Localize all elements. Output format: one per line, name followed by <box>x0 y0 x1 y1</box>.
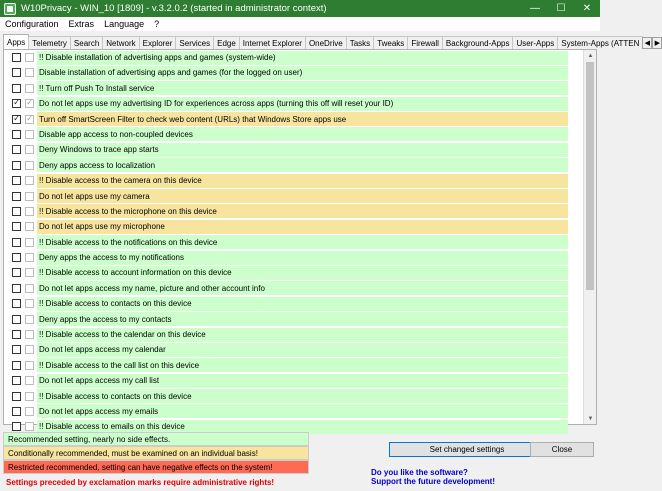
recommended-indicator <box>25 268 34 277</box>
setting-label[interactable]: Deny apps access to localization <box>37 158 568 172</box>
setting-row <box>4 404 584 419</box>
setting-row <box>4 96 584 111</box>
setting-row <box>4 342 584 357</box>
tab-onedrive[interactable]: OneDrive <box>305 36 347 49</box>
setting-checkbox[interactable] <box>12 222 21 231</box>
setting-row <box>4 235 584 250</box>
setting-label[interactable]: !! Disable installation of advertising apps and games (system-wide) <box>37 51 568 65</box>
minimize-button[interactable]: — <box>530 3 540 14</box>
recommended-indicator <box>25 315 34 324</box>
setting-checkbox[interactable] <box>12 84 21 93</box>
tab-search[interactable]: Search <box>70 36 103 49</box>
tab-scroll-left-icon[interactable]: ◀ <box>642 37 652 49</box>
title-bar <box>0 0 600 17</box>
recommended-indicator <box>25 99 34 108</box>
close-window-button[interactable]: ✕ <box>582 3 592 14</box>
setting-checkbox[interactable] <box>12 115 21 124</box>
recommended-indicator <box>25 345 34 354</box>
maximize-button[interactable]: ☐ <box>556 3 566 14</box>
tab-firewall[interactable]: Firewall <box>407 36 443 49</box>
setting-checkbox[interactable] <box>12 130 21 139</box>
tab-scroll-right-icon[interactable]: ▶ <box>652 37 662 49</box>
setting-checkbox[interactable] <box>12 145 21 154</box>
legend-recommended: Recommended setting, nearly no side effects. <box>3 432 309 446</box>
recommended-indicator <box>25 161 34 170</box>
close-button[interactable]: Close <box>530 442 594 457</box>
setting-label[interactable]: Do not let apps access my calendar <box>37 343 568 357</box>
setting-checkbox[interactable] <box>12 361 21 370</box>
setting-label[interactable]: !! Turn off Push To Install service <box>37 81 568 95</box>
setting-label[interactable]: Deny Windows to trace app starts <box>37 143 568 157</box>
scroll-down-icon[interactable]: ▼ <box>587 415 594 422</box>
window-title: W10Privacy - WIN_10 [1809] - v.3.2.0.2 (started in administrator context) <box>21 3 327 14</box>
menu-configuration[interactable]: Configuration <box>5 19 59 29</box>
tab-tweaks[interactable]: Tweaks <box>373 36 408 49</box>
settings-panel <box>3 49 597 432</box>
recommended-indicator <box>25 130 34 139</box>
setting-row <box>4 358 584 373</box>
recommended-indicator <box>25 253 34 262</box>
recommended-indicator <box>25 192 34 201</box>
setting-checkbox[interactable] <box>12 284 21 293</box>
setting-row <box>4 312 584 327</box>
admin-warning: Settings preceded by exclamation marks require administrative rights! <box>6 478 275 487</box>
setting-row <box>4 65 584 80</box>
setting-row <box>4 250 584 265</box>
legend-restricted: Restricted recommended, setting can have negative effects on the system! <box>3 460 309 474</box>
recommended-indicator <box>25 299 34 308</box>
setting-checkbox[interactable] <box>12 238 21 247</box>
setting-row <box>4 50 584 65</box>
tab-system-apps-atten[interactable]: System-Apps (ATTEN <box>557 36 643 49</box>
scroll-up-icon[interactable]: ▲ <box>587 52 594 59</box>
tab-internet-explorer[interactable]: Internet Explorer <box>239 36 306 49</box>
setting-checkbox[interactable] <box>12 207 21 216</box>
recommended-indicator <box>25 84 34 93</box>
setting-checkbox[interactable] <box>12 376 21 385</box>
tab-explorer[interactable]: Explorer <box>139 36 177 49</box>
setting-label[interactable]: Do not let apps use my advertising ID for experiences across apps (turning this off will reset your ID) <box>37 97 568 111</box>
setting-row <box>4 204 584 219</box>
setting-label[interactable]: !! Disable access to the call list on this device <box>37 358 568 372</box>
setting-row <box>4 81 584 96</box>
menu-language[interactable]: Language <box>104 19 145 29</box>
recommended-indicator <box>25 176 34 185</box>
setting-checkbox[interactable] <box>12 68 21 77</box>
setting-checkbox[interactable] <box>12 345 21 354</box>
setting-row <box>4 327 584 342</box>
recommended-indicator <box>25 115 34 124</box>
setting-label[interactable]: !! Disable access to the microphone on this device <box>37 204 568 218</box>
set-changed-settings-button[interactable]: Set changed settings <box>389 442 545 457</box>
setting-checkbox[interactable] <box>12 192 21 201</box>
promo-line-1[interactable]: Do you like the software? <box>371 468 468 477</box>
setting-row <box>4 373 584 388</box>
support-promo[interactable] <box>371 468 495 486</box>
tab-telemetry[interactable]: Telemetry <box>28 36 71 49</box>
setting-label[interactable]: !! Disable access to the notifications on this device <box>37 235 568 249</box>
setting-label[interactable]: Turn off SmartScreen Filter to check web content (URLs) that Windows Store apps use <box>37 112 568 126</box>
setting-label[interactable]: !! Disable access to emails on this device <box>37 420 568 434</box>
tab-scroll-buttons <box>642 37 662 49</box>
setting-label[interactable]: !! Disable access to the calendar on this device <box>37 328 568 342</box>
setting-label[interactable]: Disable installation of advertising apps and games (for the logged on user) <box>37 66 568 80</box>
vertical-scrollbar[interactable] <box>583 50 596 424</box>
setting-checkbox[interactable] <box>12 407 21 416</box>
menu-bar <box>0 17 600 31</box>
recommended-indicator <box>25 222 34 231</box>
setting-row <box>4 112 584 127</box>
setting-label[interactable]: Do not let apps use my camera <box>37 189 568 203</box>
setting-label[interactable]: Deny apps the access to my contacts <box>37 312 568 326</box>
recommended-indicator <box>25 407 34 416</box>
setting-checkbox[interactable] <box>12 422 21 431</box>
menu-extras[interactable]: Extras <box>68 19 95 29</box>
settings-list <box>4 50 584 435</box>
tab-background-apps[interactable]: Background-Apps <box>442 36 514 49</box>
tab-edge[interactable]: Edge <box>213 36 240 49</box>
recommended-indicator <box>25 330 34 339</box>
recommended-indicator <box>25 53 34 62</box>
recommended-indicator <box>25 207 34 216</box>
setting-row <box>4 142 584 157</box>
setting-checkbox[interactable] <box>12 161 21 170</box>
setting-label[interactable]: Do not let apps access my name, picture and other account info <box>37 281 568 295</box>
legend-conditional: Conditionally recommended, must be examined on an individual basis! <box>3 446 309 460</box>
setting-label[interactable]: Do not let apps access my call list <box>37 374 568 388</box>
setting-row <box>4 189 584 204</box>
menu-help[interactable]: ? <box>154 19 160 29</box>
setting-label[interactable]: Disable app access to non-coupled devices <box>37 127 568 141</box>
recommended-indicator <box>25 238 34 247</box>
setting-checkbox[interactable] <box>12 392 21 401</box>
setting-checkbox[interactable] <box>12 268 21 277</box>
tab-apps[interactable]: Apps <box>3 34 29 49</box>
setting-label[interactable]: Do not let apps use my microphone <box>37 220 568 234</box>
app-icon <box>4 3 16 15</box>
setting-checkbox[interactable] <box>12 53 21 62</box>
setting-checkbox[interactable] <box>12 253 21 262</box>
setting-label[interactable]: !! Disable access to account information on this device <box>37 266 568 280</box>
setting-checkbox[interactable] <box>12 176 21 185</box>
setting-row <box>4 127 584 142</box>
setting-label[interactable]: Deny apps the access to my notifications <box>37 251 568 265</box>
recommended-indicator <box>25 422 34 431</box>
tab-network[interactable]: Network <box>102 36 139 49</box>
recommended-indicator <box>25 284 34 293</box>
setting-row <box>4 296 584 311</box>
setting-row <box>4 281 584 296</box>
setting-label[interactable]: !! Disable access to contacts on this device <box>37 389 568 403</box>
tab-tasks[interactable]: Tasks <box>346 36 374 49</box>
scrollbar-thumb[interactable] <box>586 62 594 290</box>
tab-strip <box>3 34 661 49</box>
tab-user-apps[interactable]: User-Apps <box>512 36 558 49</box>
promo-line-2[interactable]: Support the future development! <box>371 477 495 486</box>
setting-label[interactable]: !! Disable access to contacts on this device <box>37 297 568 311</box>
setting-checkbox[interactable] <box>12 299 21 308</box>
setting-row <box>4 265 584 280</box>
tab-services[interactable]: Services <box>175 36 214 49</box>
setting-label[interactable]: !! Disable access to the camera on this device <box>37 174 568 188</box>
setting-row <box>4 173 584 188</box>
recommended-indicator <box>25 68 34 77</box>
setting-row <box>4 389 584 404</box>
recommended-indicator <box>25 376 34 385</box>
setting-checkbox[interactable] <box>12 330 21 339</box>
setting-row <box>4 158 584 173</box>
recommended-indicator <box>25 392 34 401</box>
setting-row <box>4 219 584 234</box>
window-controls <box>522 0 600 17</box>
setting-checkbox[interactable] <box>12 99 21 108</box>
recommended-indicator <box>25 361 34 370</box>
recommended-indicator <box>25 145 34 154</box>
setting-checkbox[interactable] <box>12 315 21 324</box>
setting-label[interactable]: Do not let apps access my emails <box>37 404 568 418</box>
